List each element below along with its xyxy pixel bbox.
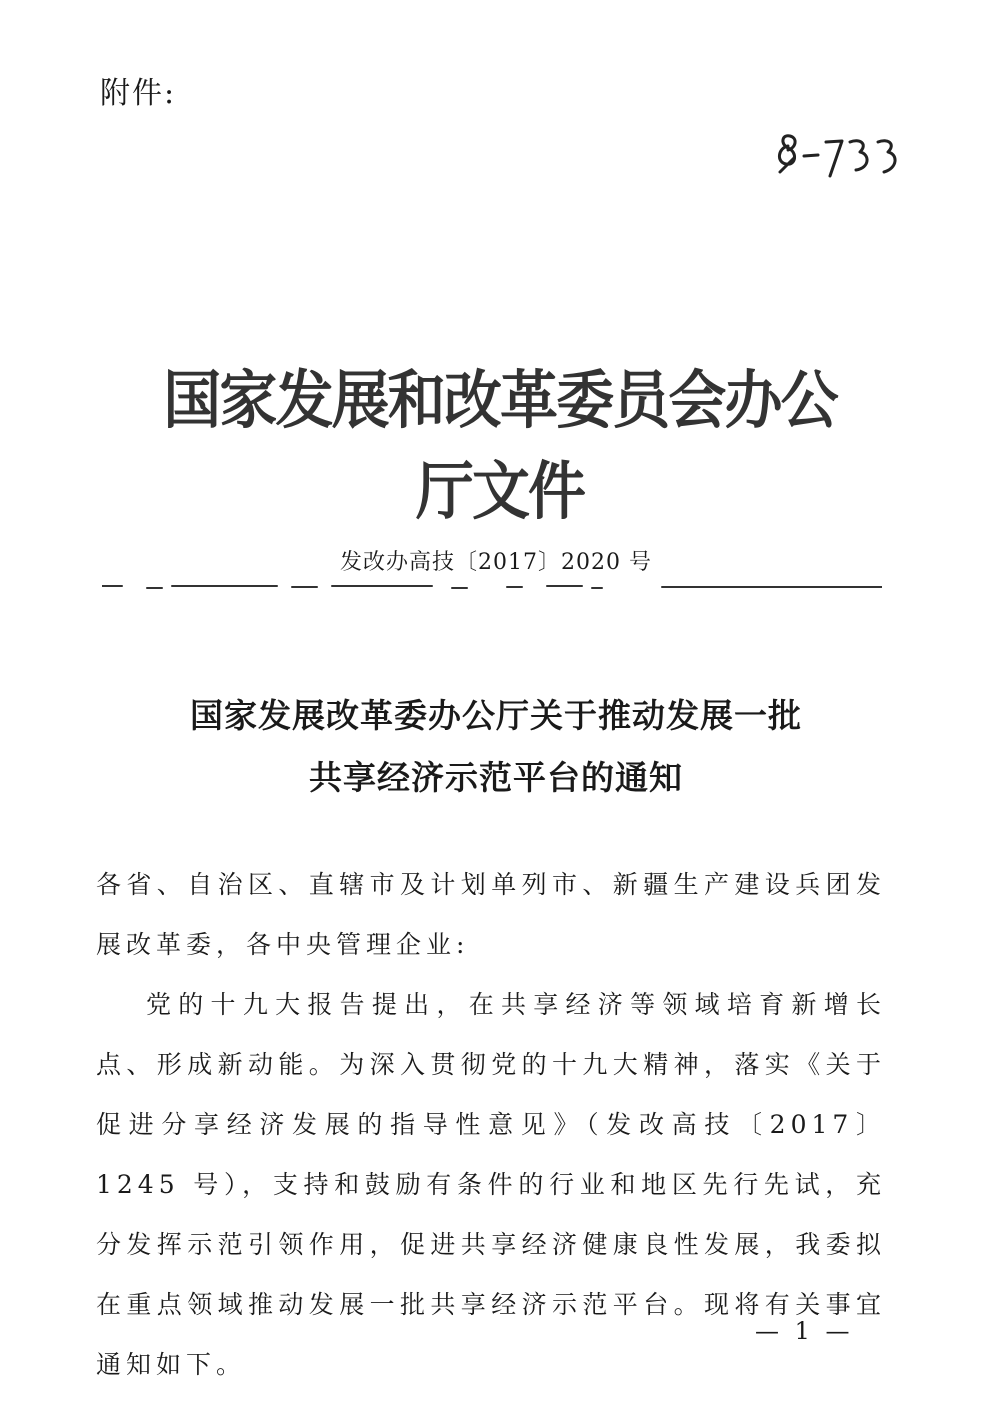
addressees: 各省、自治区、直辖市及计划单列市、新疆生产建设兵团发展改革委，各中央管理企业: (96, 870, 886, 959)
document-number: 发改办高技〔2017〕2020 号 (340, 550, 652, 575)
notice-title-line-1: 国家发展改革委办公厅关于推动发展一批 (190, 696, 802, 735)
separator-line (102, 582, 882, 594)
letterhead-issuer: 国家发展和改革委员会办公厅文件 (163, 363, 837, 528)
attachment-label: 附件: (100, 76, 177, 111)
page-number: — 1 — (755, 1317, 854, 1345)
notice-title-line-2: 共享经济示范平台的通知 (309, 758, 683, 797)
body-paragraph-1: 党的十九大报告提出，在共享经济等领域培育新增长点、形成新动能。为深入贯彻党的十九大精神，落实《关于促进分享经济发展的指导性意见》（发改高技〔2017〕1245 号），支持和鼓励有条件的行业和地区先行先试，充分发挥示范引领作用，促进共享经济健康良性发展，我委拟在重点领域推动发展一批共享经济示范平台。现将有关事宜通知如下。 (96, 990, 886, 1379)
notice-body (96, 855, 886, 1395)
handwritten-note (770, 128, 910, 188)
